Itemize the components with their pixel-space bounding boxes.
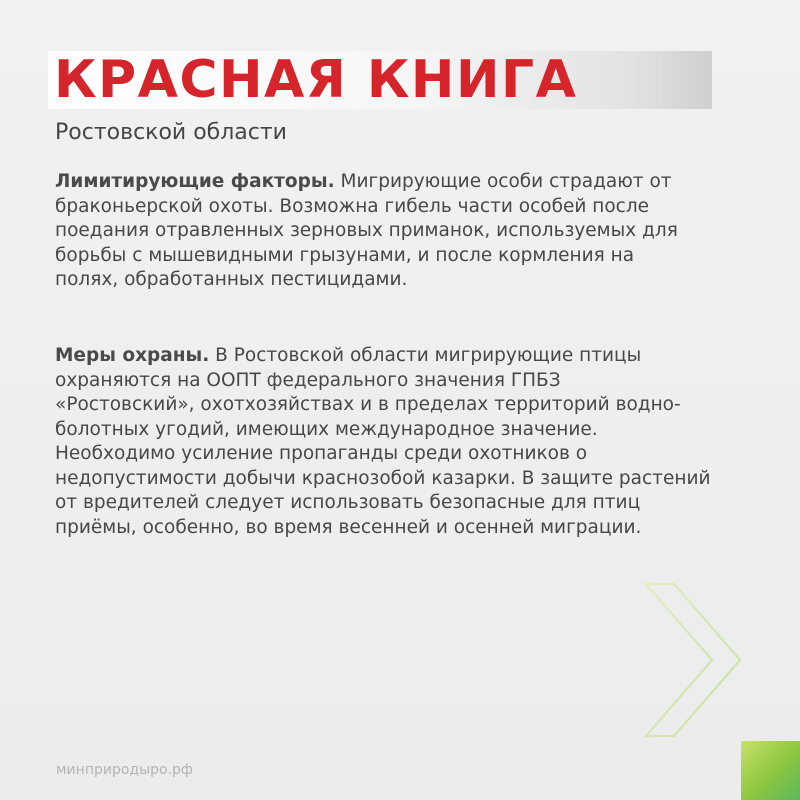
corner-accent-square: [741, 741, 800, 800]
paragraph-line: [55, 170, 770, 195]
page-title: КРАСНАЯ КНИГА: [54, 50, 578, 110]
section-heading: Лимитирующие факторы.: [55, 171, 335, 192]
paragraph-line: приёмы, особенно, во время весенней и осенней миграции.: [55, 516, 642, 538]
footer-website: минприродыро.рф: [56, 762, 193, 778]
paragraph-line: «Ростовский», охотхозяйствах и в пределах территорий водно-: [55, 394, 681, 415]
section-protection-measures: [55, 344, 770, 540]
section-heading: Меры охраны.: [55, 345, 210, 366]
paragraph-text: Мигрирующие особи страдают от: [334, 171, 672, 192]
page-subtitle: Ростовской области: [55, 120, 287, 145]
paragraph-line: [55, 344, 770, 369]
chevron-right-outline-icon: [636, 580, 746, 740]
paragraph-line: браконьерской охоты. Возможна гибель части особей после: [55, 195, 650, 217]
section-limiting-factors: [55, 170, 770, 293]
paragraph-line: поедания отравленных зерновых приманок, используемых для: [55, 220, 678, 241]
paragraph-line: борьбы с мышевидными грызунами, и после кормления на: [55, 244, 635, 266]
paragraph-line: полях, обработанных пестицидами.: [55, 269, 408, 290]
paragraph-line: охраняются на ООПТ федерального значения ГПБЗ: [55, 369, 561, 391]
paragraph-line: болотных угодий, имеющих международное значение.: [55, 418, 598, 440]
paragraph-line: Необходимо усиление пропаганды среди охотников о: [55, 443, 588, 464]
paragraph-line: недопустимости добычи краснозобой казарки. В защите растений: [55, 467, 711, 489]
paragraph-line: от вредителей следует использовать безопасные для птиц: [55, 492, 641, 513]
paragraph-text: В Ростовской области мигрирующие птицы: [209, 345, 642, 366]
